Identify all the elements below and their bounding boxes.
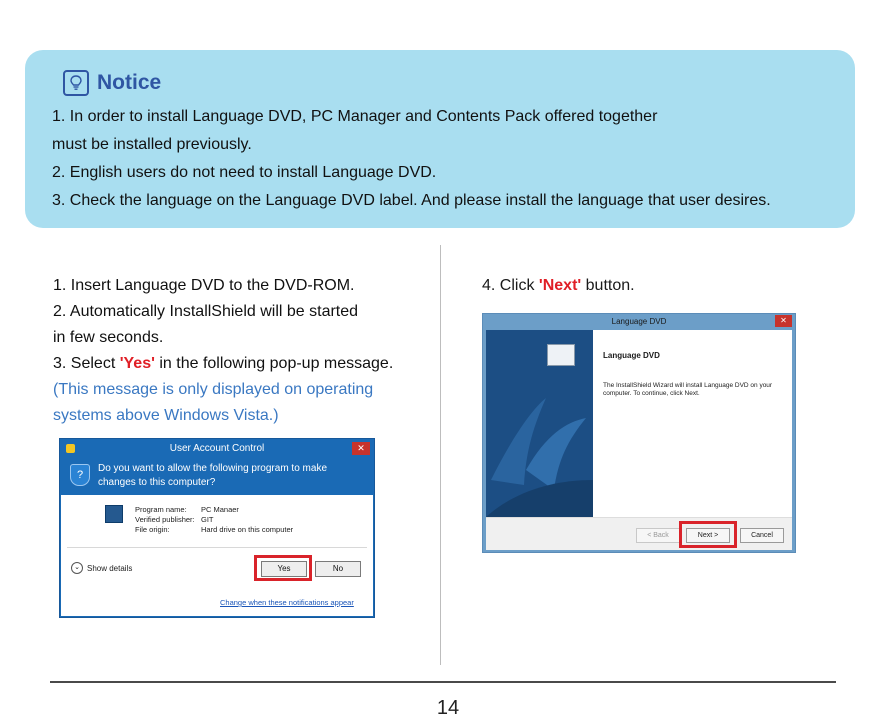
yes-button[interactable]: Yes xyxy=(261,561,307,577)
uac-titlebar xyxy=(60,439,374,459)
file-origin-label: File origin: xyxy=(135,525,170,534)
program-name-value: PC Manaer xyxy=(201,505,239,514)
left-instructions xyxy=(53,273,433,429)
installer-client xyxy=(486,330,792,549)
step-4-highlight: 'Next' xyxy=(538,277,582,294)
file-origin-value: Hard drive on this computer xyxy=(201,525,294,534)
program-icon xyxy=(105,505,123,523)
installer-side-panel xyxy=(486,330,593,517)
notice-line: 3. Check the language on the Language DVD label. And please install the language that user desires. xyxy=(52,192,771,209)
page-number: 14 xyxy=(436,697,460,719)
show-details-label: Show details xyxy=(87,563,133,573)
next-button[interactable]: Next > xyxy=(686,528,730,543)
step-3-highlight: 'Yes' xyxy=(119,355,155,372)
installer-heading: Language DVD xyxy=(603,351,660,360)
uac-dialog xyxy=(59,438,375,618)
yes-highlight-box xyxy=(254,555,312,581)
uac-question-text xyxy=(98,462,358,490)
uac-title: User Account Control xyxy=(169,443,265,454)
program-name-label: Program name: xyxy=(135,505,187,514)
column-divider xyxy=(440,245,441,665)
show-details-toggle[interactable] xyxy=(71,562,132,574)
installer-description: The InstallShield Wizard will install Language DVD on your computer. To continue, click Next. xyxy=(603,382,773,397)
notice-title: Notice xyxy=(97,71,162,94)
uac-body xyxy=(61,495,373,616)
step-3-prefix: 3. Select xyxy=(53,355,120,372)
step-4-suffix: button. xyxy=(581,277,635,294)
chevron-down-icon: ⌄ xyxy=(71,562,83,574)
step-3-suffix: in the following pop-up message. xyxy=(154,355,394,372)
program-info xyxy=(135,505,293,535)
cd-icon xyxy=(547,344,575,366)
installer-title: Language DVD xyxy=(611,317,667,326)
step-1: 1. Insert Language DVD to the DVD-ROM. xyxy=(53,277,355,294)
installer-button-bar xyxy=(486,517,792,550)
uac-shield-icon xyxy=(66,444,75,453)
installer-dialog xyxy=(482,313,796,553)
notice-header xyxy=(63,70,161,96)
question-shield-icon: ? xyxy=(70,464,90,486)
lightbulb-icon xyxy=(63,70,89,96)
change-notifications-link[interactable]: Change when these notifications appear xyxy=(220,598,354,607)
notice-box xyxy=(25,50,855,228)
publisher-label: Verified publisher: xyxy=(135,515,195,524)
publisher-value: GIT xyxy=(201,515,214,524)
step-3 xyxy=(53,351,433,377)
uac-question-line: changes to this computer? xyxy=(98,477,216,488)
back-button[interactable]: < Back xyxy=(636,528,680,543)
uac-separator xyxy=(67,547,367,548)
step-4 xyxy=(482,273,635,299)
uac-question-line: Do you want to allow the following program to make xyxy=(98,463,328,474)
step-4-prefix: 4. Click xyxy=(482,277,539,294)
next-highlight-box xyxy=(679,521,737,548)
footer-rule xyxy=(50,681,836,683)
cancel-button[interactable]: Cancel xyxy=(740,528,784,543)
no-button[interactable]: No xyxy=(315,561,361,577)
vista-note-1: (This message is only displayed on operating xyxy=(53,381,374,398)
installshield-graphic xyxy=(486,330,593,517)
installer-close-button[interactable]: ✕ xyxy=(775,315,792,327)
step-2-cont: in few seconds. xyxy=(53,329,164,346)
vista-note-2: systems above Windows Vista.) xyxy=(53,407,279,424)
notice-text xyxy=(52,103,771,215)
notice-line: 1. In order to install Language DVD, PC Manager and Contents Pack offered together xyxy=(52,108,658,125)
uac-close-button[interactable]: ✕ xyxy=(352,442,370,455)
notice-line: must be installed previously. xyxy=(52,136,252,153)
notice-line: 2. English users do not need to install Language DVD. xyxy=(52,164,437,181)
installer-titlebar xyxy=(483,314,795,330)
uac-question xyxy=(60,459,374,495)
step-2: 2. Automatically InstallShield will be started xyxy=(53,303,359,320)
